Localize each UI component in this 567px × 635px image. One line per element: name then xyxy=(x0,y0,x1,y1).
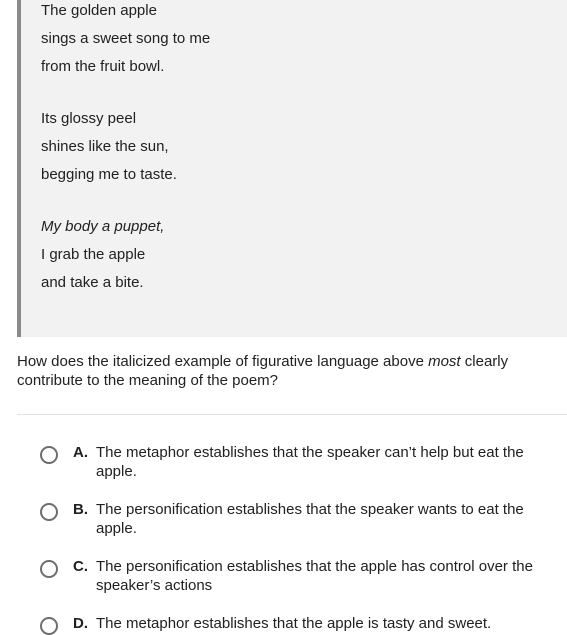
poem-passage xyxy=(17,0,567,337)
question-prompt xyxy=(17,352,557,390)
radio-button-icon[interactable] xyxy=(40,560,58,578)
poem-line: Its glossy peel xyxy=(41,110,137,127)
poem-line-italic: My body a puppet, xyxy=(41,218,165,235)
poem-line: begging me to taste. xyxy=(41,166,177,183)
radio-button-icon[interactable] xyxy=(40,617,58,635)
question-emphasis: most xyxy=(428,353,461,370)
choice-text: The personification establishes that the apple has control over the speaker’s actions xyxy=(96,558,533,594)
divider xyxy=(17,414,567,415)
choice-letter: A. xyxy=(73,444,88,461)
poem-line: sings a sweet song to me xyxy=(41,30,211,47)
radio-button-icon[interactable] xyxy=(40,446,58,464)
poem-line: The golden apple xyxy=(41,2,157,19)
radio-button-icon[interactable] xyxy=(40,503,58,521)
question-text-before: How does the italicized example of figurative language above xyxy=(17,353,429,370)
poem-line: shines like the sun, xyxy=(41,138,169,155)
poem-line: from the fruit bowl. xyxy=(41,58,165,75)
poem-line: I grab the apple xyxy=(41,246,146,263)
choice-text: The metaphor establishes that the apple is tasty and sweet. xyxy=(96,615,492,632)
poem-line: and take a bite. xyxy=(41,274,144,291)
choice-letter: B. xyxy=(73,501,88,518)
choice-text: The personification establishes that the speaker wants to eat the apple. xyxy=(96,501,524,537)
question-text-after: clearly contribute to the meaning of the poem? xyxy=(17,353,509,389)
choice-text: The metaphor establishes that the speaker can’t help but eat the apple. xyxy=(96,444,524,480)
choice-letter: D. xyxy=(73,615,88,632)
choice-letter: C. xyxy=(73,558,88,575)
